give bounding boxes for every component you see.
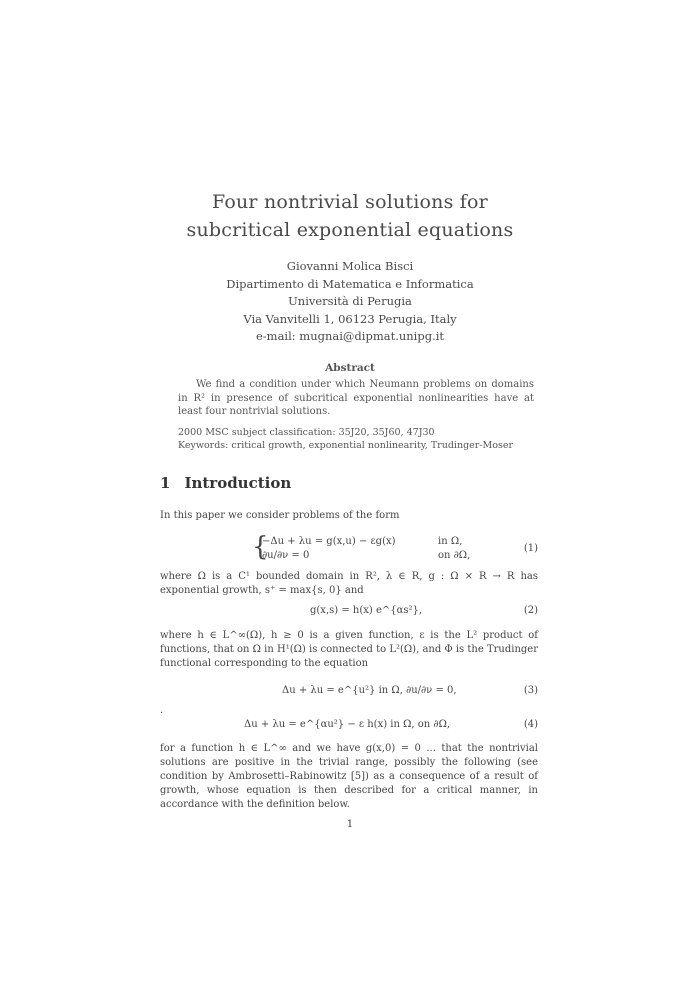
system-row-2-cond: on ∂Ω, — [438, 550, 471, 561]
intro-paragraph-2: where Ω is a C¹ bounded domain in R², λ ∈ R, g : Ω × R → R has exponential growth, s⁺ = max{s, 0} and — [160, 571, 538, 596]
system-row-2-eq: ∂u/∂ν = 0 — [262, 550, 310, 561]
msc-classification: 2000 MSC subject classification: 35J20, 35J60, 47J30 — [178, 427, 435, 438]
system-row-1 — [262, 536, 463, 547]
section-title: Introduction — [184, 474, 292, 492]
equation-number-4: (4) — [523, 719, 538, 730]
section-heading — [160, 474, 291, 492]
system-row-1-eq: −Δu + λu = g(x,u) − εg(x) — [262, 536, 396, 547]
brace-symbol: { — [252, 532, 269, 562]
author-university: Università di Perugia — [288, 294, 412, 308]
paper-metadata — [178, 426, 538, 452]
keywords: Keywords: critical growth, exponential nonlinearity, Trudinger-Moser — [178, 440, 514, 451]
page-number: 1 — [346, 818, 354, 830]
equation-number-3: (3) — [523, 685, 538, 696]
author-email: e-mail: mugnai@dipmat.unipg.it — [255, 329, 445, 343]
abstract-body — [178, 378, 534, 419]
system-row-1-cond: in Ω, — [438, 536, 463, 547]
abstract-text: We find a condition under which Neumann problems on domains in R² in presence of subcritical exponential nonlinearities have at least four nontrivial solutions. — [178, 379, 534, 417]
title-line-1: Four nontrivial solutions for — [212, 191, 488, 213]
intro-paragraph-1: In this paper we consider problems of the form — [160, 510, 400, 521]
intro-paragraph-3: where h ∈ L^∞(Ω), h ≥ 0 is a given function, ε is the L² product of functions, that on Ω in H¹(Ω) is connected to L²(Ω), and Φ is the Trudinger functional corresponding to the equation — [160, 630, 538, 669]
title-line-2: subcritical exponential equations — [186, 219, 514, 241]
paper-title — [0, 188, 700, 244]
bullet-dot: · — [160, 708, 164, 719]
author-name: Giovanni Molica Bisci — [286, 259, 414, 273]
section-number: 1 — [160, 474, 171, 492]
equation-number-2: (2) — [523, 605, 538, 616]
equation-3: Δu + λu = e^{u²} in Ω, ∂u/∂ν = 0, — [282, 685, 457, 696]
equation-number-1: (1) — [523, 543, 538, 554]
author-address: Via Vanvitelli 1, 06123 Perugia, Italy — [243, 311, 457, 326]
equation-4: Δu + λu = e^{αu²} − ε h(x) in Ω, on ∂Ω, — [244, 719, 451, 730]
abstract-heading: Abstract — [325, 362, 375, 374]
author-affiliation: Dipartimento di Matematica e Informatica — [226, 276, 474, 291]
system-row-2 — [262, 550, 471, 561]
equation-system-1 — [252, 534, 542, 564]
author-block — [0, 258, 700, 346]
equation-2: g(x,s) = h(x) e^{αs²}, — [310, 605, 423, 616]
intro-paragraph-4: for a function h ∈ L^∞ and we have g(x,0) = 0 ... that the nontrivial solutions are positive in the trivial range, possibly the following (see condition by Ambrosetti–Rabinowitz [5]) as a consequence of a result of growth, whose equation is then described for a critical manner, in accordance with the definition below. — [160, 743, 538, 810]
